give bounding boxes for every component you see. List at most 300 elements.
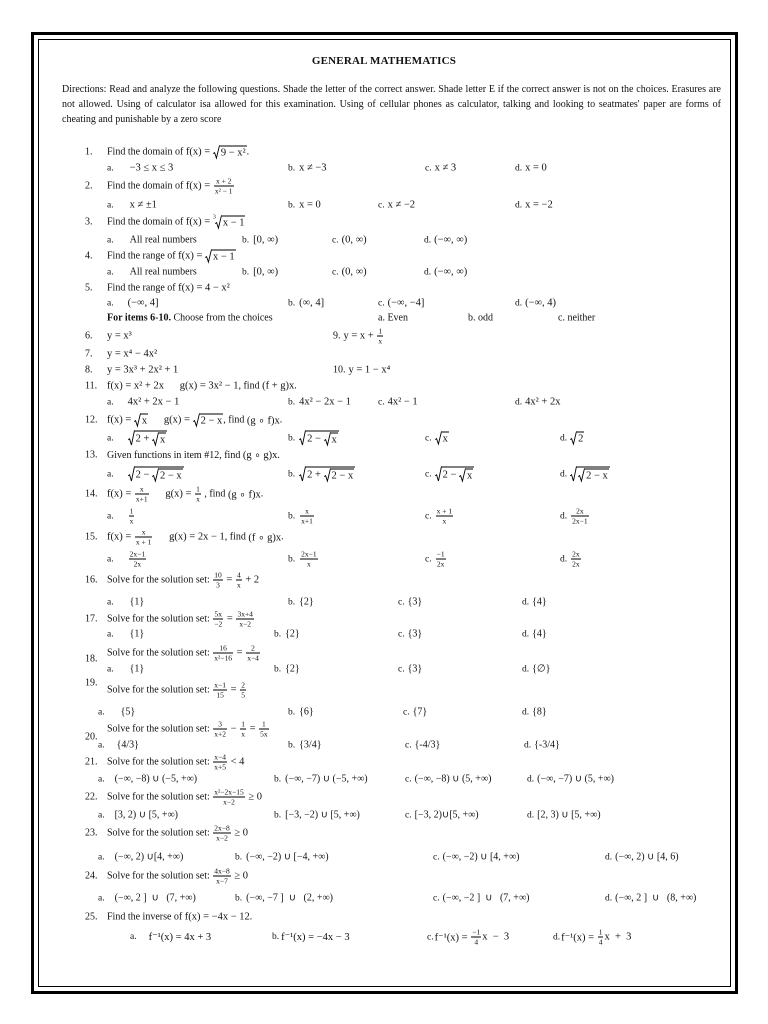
- choice-content: [537, 810, 600, 821]
- choice-label: b.: [242, 235, 250, 245]
- choice-label: b.: [288, 433, 296, 443]
- math-expression: y = 3x³ + 2x² + 1: [107, 364, 179, 376]
- fraction-numerator: 3: [213, 720, 227, 730]
- choice-content: [299, 597, 314, 608]
- fraction-denominator: x−4: [247, 653, 259, 663]
- math-expression: 2 − x: [331, 470, 354, 482]
- math-expression: ≥ 0: [245, 791, 263, 803]
- math-expression: 2 −: [135, 469, 153, 481]
- fraction: [213, 753, 227, 772]
- math-expression: f(x) =: [185, 216, 213, 228]
- choice-d: [522, 597, 547, 608]
- choice-content: [525, 200, 553, 211]
- choice-label: a.: [107, 554, 114, 564]
- choice-content: [285, 810, 360, 821]
- math-expression: g(x) =: [148, 414, 193, 426]
- choice-content: [388, 397, 418, 408]
- parity-option-c: [558, 313, 595, 324]
- choice-content: [615, 893, 696, 904]
- radicand: [135, 467, 184, 482]
- math-expression: x − 1: [213, 251, 235, 263]
- choice-label: a.: [107, 235, 114, 245]
- question-stem: [107, 681, 247, 700]
- choice-content: [130, 629, 145, 640]
- text-run: (−∞, −7) ∪ (5, +∞): [537, 773, 614, 785]
- math-expression: x ≠ −3: [299, 162, 327, 174]
- choice-d: [522, 629, 547, 640]
- text-run: {-4/3}: [414, 739, 441, 751]
- fraction-denominator: x−2: [239, 619, 252, 629]
- radical-sign-icon: [152, 469, 159, 482]
- fraction-denominator: x: [442, 516, 447, 526]
- choice-label: d.: [515, 163, 523, 173]
- choice-a: [98, 810, 178, 821]
- radicand: [331, 433, 338, 446]
- math-expression: f⁻¹(x) =: [561, 932, 597, 943]
- math-expression: f(x) =: [107, 488, 134, 500]
- text-run: (−∞, 2 ] ∪ (8, +∞): [615, 892, 697, 904]
- choice-label: a.: [107, 397, 114, 407]
- choice-b: [288, 200, 321, 211]
- choice-label: b.: [288, 397, 296, 407]
- choice-label: a.: [107, 163, 114, 173]
- question-stem: [107, 283, 230, 294]
- radicand: [306, 467, 355, 482]
- fraction-denominator: x: [241, 729, 245, 739]
- question-number: [85, 489, 98, 500]
- question-number: [85, 792, 98, 803]
- math-expression: (g ∘ g)x: [242, 450, 278, 461]
- math-expression: f(x) =: [185, 146, 213, 158]
- text-run: (−∞, 2) ∪[4, +∞): [114, 851, 184, 863]
- text-run: {3}: [407, 596, 423, 608]
- fraction-numerator: x + 1: [436, 506, 453, 516]
- square-root: [128, 467, 184, 482]
- text-run: (−∞, −7) ∪ (−5, +∞): [285, 773, 368, 785]
- question-number: [85, 614, 98, 625]
- radicand: [585, 469, 609, 482]
- choice-content: [253, 267, 278, 278]
- choice-d: [560, 550, 582, 569]
- text-run: [−3, 2)∪[5, +∞): [414, 809, 479, 821]
- text-run: Find the domain of: [107, 180, 186, 192]
- choice-content: [117, 740, 139, 751]
- question-number: [85, 828, 98, 839]
- math-expression: =: [224, 613, 236, 625]
- choice-content: [532, 664, 550, 675]
- text-run: {1}: [129, 628, 145, 640]
- radicand: [159, 469, 183, 482]
- choice-d: [515, 397, 560, 408]
- radical-sign-icon: [213, 146, 220, 159]
- square-root: [324, 469, 355, 482]
- choice-a: [107, 397, 179, 408]
- choice-content: [435, 507, 454, 526]
- choice-label: c.: [427, 932, 434, 942]
- choice-label: c.: [405, 774, 412, 784]
- math-expression: x − 1: [222, 217, 245, 229]
- fraction-denominator: x²−16: [214, 653, 233, 663]
- fraction-denominator: 2x: [133, 559, 142, 569]
- fraction-denominator: x: [129, 516, 134, 526]
- radicand: [222, 216, 246, 229]
- exam-title: GENERAL MATHEMATICS: [311, 55, 457, 67]
- math-expression: y = 1 − x⁴: [348, 364, 391, 376]
- choice-label: b.: [242, 267, 250, 277]
- choice-content: [299, 507, 315, 526]
- choice-content: [408, 629, 423, 640]
- fraction-denominator: x² − 1: [214, 186, 233, 196]
- square-root: [570, 467, 610, 482]
- radical-sign-icon: [324, 433, 331, 446]
- choice-content: [246, 852, 328, 863]
- text-run: .: [294, 380, 297, 392]
- math-expression: g(x) =: [149, 488, 195, 500]
- text-run: {4}: [532, 628, 547, 640]
- question-number-text: 15.: [85, 531, 98, 543]
- choice-b: [288, 467, 355, 482]
- math-expression: f(x) =: [107, 531, 134, 543]
- choice-content: [299, 550, 318, 569]
- choice-d: [527, 810, 601, 821]
- choice-label: a.: [107, 433, 114, 443]
- choice-c: [433, 852, 519, 863]
- math-expression: < 4: [228, 756, 245, 768]
- question-number: [85, 654, 98, 665]
- choice-content: [299, 467, 355, 482]
- choice-label: b.: [288, 740, 296, 750]
- choice-b: [274, 810, 360, 821]
- fraction-denominator: 4: [474, 937, 479, 947]
- choice-label: c.: [378, 397, 385, 407]
- math-expression: 4x² − 2x − 1: [299, 396, 351, 408]
- text-run: {∅}: [532, 663, 551, 675]
- text-run: Solve for the solution set:: [107, 613, 213, 625]
- text-run: (−∞, −2) ∪ [4, +∞): [442, 851, 520, 863]
- choice-b: [242, 235, 278, 246]
- fraction-numerator: 4x−8: [214, 866, 230, 876]
- choice-content: [537, 774, 614, 785]
- choice-content: [532, 707, 547, 718]
- math-expression: ≥ 0: [231, 827, 249, 839]
- question-stem: [107, 449, 280, 461]
- choice-c: [405, 740, 440, 751]
- choice-content: [130, 267, 197, 278]
- choice-label: c.: [425, 469, 432, 479]
- radicand: [200, 414, 224, 427]
- choice-label: b.: [274, 629, 282, 639]
- question-stem: [107, 912, 252, 923]
- radicand: [135, 431, 168, 446]
- question-stem: [107, 753, 244, 772]
- question-stem: [107, 610, 255, 629]
- choice-content: [299, 163, 326, 174]
- question-stem: [107, 720, 270, 739]
- choice-d: [522, 664, 550, 675]
- choice-label: d.: [553, 932, 561, 942]
- math-expression: =: [228, 684, 240, 696]
- choice-a: [130, 931, 211, 943]
- fraction-denominator: 3: [216, 580, 220, 590]
- radical-sign-icon: [299, 431, 306, 446]
- fraction-denominator: 2x: [436, 559, 445, 569]
- question-number: [85, 283, 93, 294]
- text-run: Solve for the solution set:: [107, 870, 213, 882]
- choice-content: [342, 267, 367, 278]
- math-expression: x: [141, 415, 148, 427]
- math-expression: (−∞, 4): [525, 297, 557, 309]
- question-number: [85, 415, 98, 426]
- text-run: Find the domain of: [107, 146, 186, 158]
- fraction-denominator: x + 1: [135, 537, 152, 547]
- choice-label: c.: [405, 810, 412, 820]
- question-number-text: 20.: [85, 731, 98, 743]
- choice-b: [288, 507, 315, 526]
- fraction: [213, 720, 227, 739]
- question-stem: [107, 381, 297, 392]
- fraction: [214, 177, 234, 196]
- choice-label: c.: [332, 267, 339, 277]
- question-number: [85, 181, 93, 192]
- choice-d: [515, 298, 556, 309]
- fraction-numerator: x²−2x−15: [214, 787, 244, 797]
- choice-b: [274, 664, 300, 675]
- math-expression: x: [331, 434, 337, 446]
- question-number-text: 2.: [85, 180, 93, 192]
- item-number-text: 8.: [85, 364, 93, 376]
- choice-content: [413, 707, 428, 718]
- choice-c: [405, 810, 479, 821]
- question-number-text: 25.: [85, 911, 98, 923]
- choice-d: [553, 928, 631, 947]
- question-number: [85, 678, 98, 689]
- fraction-denominator: 2x: [572, 559, 580, 569]
- math-expression: f(x) = −4x − 12: [184, 911, 250, 923]
- fraction: [195, 485, 201, 504]
- math-expression: 2 − x: [200, 415, 223, 427]
- choice-a: [107, 298, 159, 309]
- choice-c: [433, 893, 529, 904]
- fraction: [236, 610, 253, 629]
- choice-content: [532, 629, 547, 640]
- choice-label: d.: [524, 740, 532, 750]
- choice-content: [408, 597, 423, 608]
- choice-c: [425, 550, 447, 569]
- choice-label: a.: [107, 267, 114, 277]
- math-expression: 2 +: [307, 469, 324, 481]
- text-run: {2}: [285, 663, 300, 675]
- fraction: [213, 788, 244, 807]
- math-expression: x ≠ 3: [434, 162, 457, 174]
- math-expression: =: [223, 574, 235, 586]
- choice-b: [288, 740, 322, 751]
- choice-content: [435, 432, 449, 445]
- fraction: [213, 571, 223, 590]
- fraction: [135, 485, 149, 504]
- choice-label: b.: [274, 664, 282, 674]
- text-run: {5}: [120, 706, 136, 718]
- choice-content: [149, 931, 212, 943]
- fraction: [129, 550, 146, 569]
- choice-content: [128, 397, 180, 408]
- square-root: [213, 146, 247, 159]
- choice-a: [107, 597, 144, 608]
- fraction: [571, 550, 581, 569]
- text-run: (−∞, −2 ] ∪ (7, +∞): [442, 892, 530, 904]
- choice-label: b.: [288, 707, 296, 717]
- fraction: [436, 550, 446, 569]
- fraction: [213, 867, 230, 886]
- radical-sign-icon: [459, 469, 466, 482]
- choice-label: d.: [605, 852, 613, 862]
- fraction: [213, 610, 223, 629]
- math-expression: y = x⁴ − 4x²: [107, 348, 158, 360]
- text-run: .: [277, 449, 280, 461]
- choice-c: [403, 707, 427, 718]
- choice-label: a.: [107, 597, 114, 607]
- exam-directions: Directions: Read and analyze the following questions. Shade the letter of the correct answer. Shade letter E if the correct answer is not on the choices. Erasures are not allowed. Using of calculator isa allowed for this examination. Using of cellular phones as calculator, talking and looking to seatmates' paper are forms of cheating and punishable by a zero score: [62, 84, 721, 125]
- choice-label: d.: [527, 774, 535, 784]
- question-number: [85, 757, 98, 768]
- math-expression: y = x³: [107, 330, 132, 342]
- choice-label: c.: [378, 298, 385, 308]
- choice-c: [378, 200, 415, 211]
- text-run: Find the domain of: [107, 216, 186, 228]
- math-expression: x + 3: [604, 931, 632, 943]
- radical-sign-icon: [435, 467, 442, 482]
- fraction-denominator: 15: [216, 690, 224, 700]
- choice-content: [434, 235, 467, 246]
- question-number-text: 23.: [85, 827, 98, 839]
- text-run: , find: [238, 380, 263, 392]
- fraction-denominator: x+1: [135, 494, 148, 504]
- choice-b: [274, 774, 368, 785]
- choice-d: [527, 774, 614, 785]
- question-number: [85, 217, 93, 228]
- choice-content: [299, 200, 321, 211]
- question-number-text: 4.: [85, 250, 93, 262]
- question-stem: [107, 146, 249, 159]
- question-number: [85, 251, 93, 262]
- fraction-denominator: x+5: [214, 762, 227, 772]
- choice-d: [560, 432, 584, 445]
- math-expression: 2: [578, 433, 584, 445]
- fraction-numerator: 1: [241, 719, 245, 729]
- choice-a: [107, 507, 135, 526]
- radicand: [220, 146, 247, 159]
- choice-content: [128, 467, 184, 482]
- math-expression: 2 − x: [586, 470, 608, 482]
- choice-content: [115, 893, 196, 904]
- item-number: [85, 349, 93, 360]
- fraction: [246, 644, 260, 663]
- math-expression: 4x² + 2x: [525, 396, 561, 408]
- square-root: [193, 414, 224, 427]
- fraction-denominator: x+1: [301, 516, 313, 526]
- choice-d: [605, 893, 696, 904]
- choice-c: [425, 163, 456, 174]
- choice-content: [115, 810, 178, 821]
- radical-sign-icon: [324, 469, 331, 482]
- choice-content: [435, 928, 510, 947]
- text-run: [3, 2) ∪ [5, +∞): [114, 809, 179, 821]
- text-run: (−∞, −8) ∪ (5, +∞): [414, 773, 492, 785]
- fraction-denominator: x−7: [216, 876, 228, 886]
- fraction-numerator: x−1: [214, 680, 227, 690]
- text-run: {3}: [407, 628, 423, 640]
- fraction: [240, 720, 246, 739]
- text-run: {1}: [129, 663, 145, 675]
- choice-content: [408, 664, 423, 675]
- math-expression: (f ∘ g)x: [248, 532, 282, 543]
- text-run: Solve for the solution set:: [107, 723, 213, 735]
- question-number-text: 5.: [85, 282, 93, 294]
- choice-c: [332, 235, 367, 246]
- radical-sign-icon: [578, 469, 585, 482]
- fraction-numerator: 1: [259, 720, 269, 730]
- choice-content: [570, 550, 582, 569]
- fraction-denominator: 2x−1: [572, 516, 588, 526]
- fraction-denominator: 5: [241, 690, 245, 700]
- choice-label: a.: [107, 469, 114, 479]
- choice-d: [424, 235, 467, 246]
- choice-a: [107, 431, 167, 446]
- math-expression: 4x² − 1: [387, 396, 418, 408]
- math-expression: 2 − x: [160, 470, 182, 482]
- question-stem: [107, 216, 245, 229]
- choice-content: [443, 852, 520, 863]
- choice-content: [115, 774, 197, 785]
- choice-b: [288, 707, 314, 718]
- choice-label: b.: [288, 469, 296, 479]
- choice-label: a.: [98, 774, 105, 784]
- choice-content: [570, 467, 610, 482]
- choice-a: [107, 629, 144, 640]
- fraction-numerator: 1: [129, 506, 134, 516]
- question-number: [85, 450, 98, 461]
- radicand: [442, 432, 449, 445]
- radicand: [331, 469, 355, 482]
- question-number-text: 1.: [85, 146, 93, 158]
- math-expression: f⁻¹(x) = 4x + 3: [148, 932, 212, 943]
- math-expression: =: [234, 647, 246, 659]
- choice-label: b.: [288, 511, 296, 521]
- question-stem: [107, 788, 262, 807]
- radicand: [212, 250, 236, 263]
- text-run: {-3/4}: [534, 739, 560, 751]
- item-number: [85, 365, 93, 376]
- fraction-numerator: 2x−1: [301, 549, 317, 559]
- choice-a: [107, 200, 157, 211]
- fraction-denominator: x+2: [214, 729, 227, 739]
- text-run: {6}: [299, 706, 314, 718]
- math-expression: f⁻¹(x) = −4x − 3: [281, 932, 350, 943]
- choice-content: [415, 774, 492, 785]
- choice-content: [299, 740, 321, 751]
- math-expression: (∞, 4]: [299, 297, 325, 309]
- choice-content: [570, 432, 584, 445]
- math-expression: [0, ∞): [253, 266, 279, 278]
- fraction-denominator: x: [378, 336, 383, 346]
- item-expression: [107, 349, 157, 360]
- text-run: .: [279, 414, 283, 426]
- fraction-numerator: 2: [246, 644, 260, 654]
- choice-label: a.: [98, 740, 105, 750]
- question-stem: [107, 867, 248, 886]
- choice-content: [121, 707, 136, 718]
- question-number-text: 14.: [85, 488, 98, 500]
- choice-c: [398, 629, 422, 640]
